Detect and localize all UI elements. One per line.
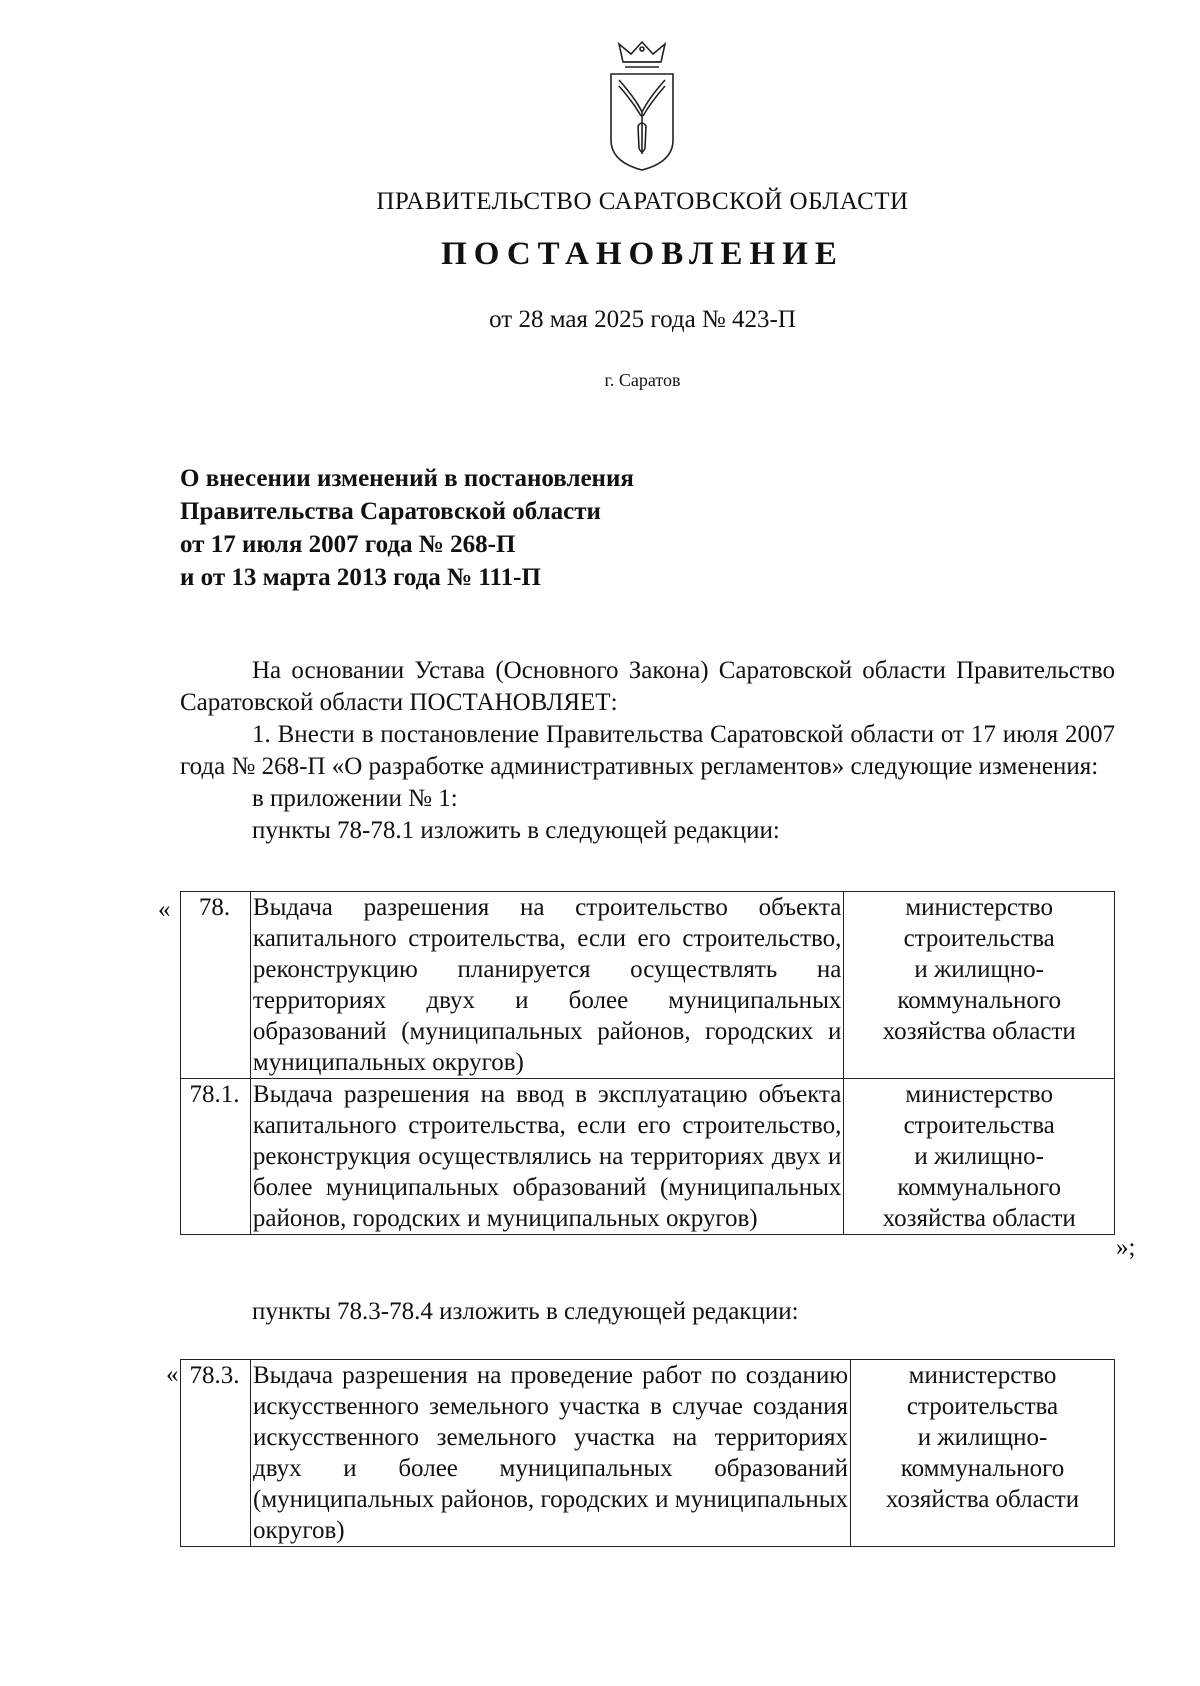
title-line: от 17 июля 2007 года № 268-П — [180, 531, 516, 558]
government-name: ПРАВИТЕЛЬСТВО САРАТОВСКОЙ ОБЛАСТИ — [376, 188, 909, 215]
table-row — [181, 1360, 1115, 1547]
authority-line: строительства — [906, 1393, 1059, 1420]
document-city: г. Саратов — [604, 370, 681, 390]
document-title — [180, 462, 634, 594]
title-line: О внесении изменений в постановления — [180, 465, 634, 492]
close-quote: »; — [1116, 1234, 1136, 1261]
coat-of-arms-icon — [605, 40, 679, 172]
item-number: 78.1. — [181, 1079, 251, 1235]
points-78-line: пункты 78-78.1 изложить в следующей редакции: — [252, 817, 780, 844]
preamble-paragraph: На основании Устава (Основного Закона) Саратовской области Правительство Саратовской области ПОСТАНОВЛЯЕТ: — [180, 657, 1115, 716]
item-1-paragraph: 1. Внести в постановление Правительства Саратовской области от 17 июля 2007 года № 268-П «О разработке административных регламентов» следующие изменения: — [180, 721, 1115, 780]
document-date-number: от 28 мая 2025 года № 423-П — [489, 306, 796, 333]
authority-line: и жилищно- — [917, 1424, 1048, 1451]
authority-line: хозяйства области — [885, 1486, 1080, 1513]
open-quote: « — [166, 1361, 179, 1388]
item-authority — [844, 1079, 1115, 1235]
authority-line: строительства — [903, 925, 1055, 952]
authority-line: строительства — [903, 1112, 1055, 1139]
title-line: Правительства Саратовской области — [180, 498, 601, 525]
authority-line: коммунального — [897, 1174, 1061, 1201]
authority-line: хозяйства области — [882, 1205, 1076, 1232]
appendix-line: в приложении № 1: — [252, 785, 458, 812]
authority-line: коммунального — [897, 987, 1061, 1014]
item-number: 78.3. — [181, 1360, 251, 1547]
authority-line: министерство — [905, 894, 1054, 921]
amendment-table-78 — [180, 891, 1115, 1235]
authority-line: министерство — [908, 1362, 1057, 1389]
authority-line: и жилищно- — [914, 956, 1044, 983]
item-description: Выдача разрешения на ввод в эксплуатацию объекта капитального строительства, если его строительство, реконструкция осуществлялись на территориях двух и более муниципальных образований (муниципальных районов, городских и муниципальных округов) — [250, 1079, 843, 1235]
title-line: и от 13 марта 2013 года № 111-П — [180, 564, 541, 591]
points-78-3-line: пункты 78.3-78.4 изложить в следующей редакции: — [252, 1298, 799, 1325]
item-authority — [851, 1360, 1115, 1547]
item-number: 78. — [181, 892, 251, 1079]
document-body — [180, 655, 1115, 847]
authority-line: коммунального — [900, 1455, 1065, 1482]
open-quote: « — [158, 896, 171, 923]
authority-line: хозяйства области — [882, 1018, 1076, 1045]
table-row — [181, 1079, 1115, 1235]
authority-line: и жилищно- — [914, 1143, 1044, 1170]
authority-line: министерство — [905, 1081, 1054, 1108]
item-description: Выдача разрешения на строительство объекта капитального строительства, если его строительство, реконструкцию планируется осуществлять на территориях двух и более муниципальных образований (муниципальных районов, городских и муниципальных округов) — [250, 892, 843, 1079]
item-authority — [844, 892, 1115, 1079]
document-type: ПОСТАНОВЛЕНИЕ — [441, 236, 844, 272]
table-row — [181, 892, 1115, 1079]
amendment-table-78-3 — [180, 1359, 1115, 1547]
item-description: Выдача разрешения на проведение работ по созданию искусственного земельного участка в случае создания искусственного земельного участка на территориях двух и более муниципальных образований (муниципальных районов, городских и муниципальных округов) — [251, 1360, 851, 1547]
